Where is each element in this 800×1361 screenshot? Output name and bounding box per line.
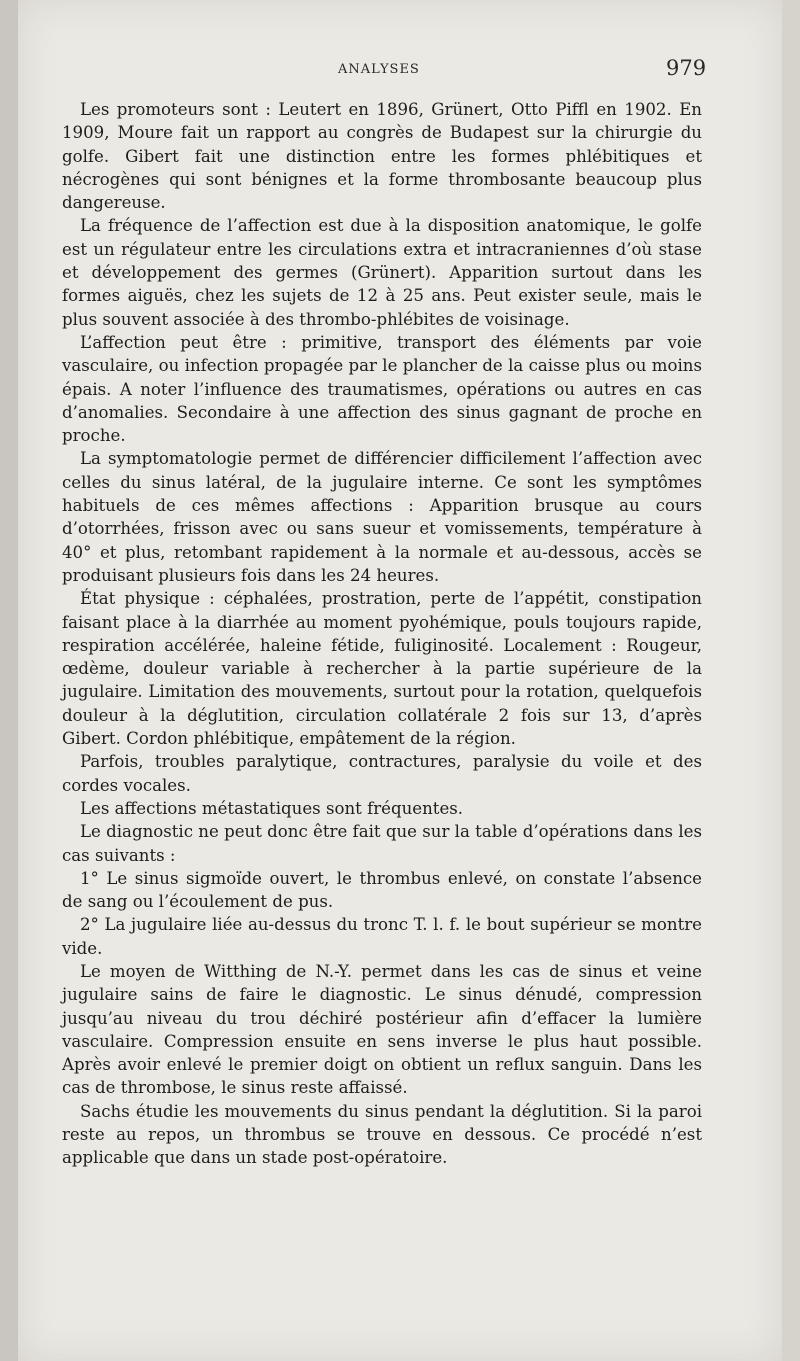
paragraph: Les affections métastatiques sont fréquentes. bbox=[80, 798, 464, 818]
running-head: ANALYSES bbox=[338, 62, 420, 77]
paragraph: 2° La jugulaire liée au-dessus du tronc T. l. f. le bout supérieur se montre vide. bbox=[62, 915, 702, 958]
paragraph: Le diagnostic ne peut donc être fait que sur la table d’opérations dans les cas suivants : bbox=[62, 822, 702, 865]
paragraph: Le moyen de Witthing de N.-Y. permet dans les cas de sinus et veine jugulaire sains de faire le diagnostic. Le sinus dénudé, compression jusqu’au niveau du trou déchiré postérieur afin d’effacer la lumière vasculaire. Compression ensuite en sens inverse le plus haut possible. Après avoir enlevé le premier doigt on obtient un reflux sanguin. Dans les cas de thrombose, le sinus reste affaissé. bbox=[62, 961, 702, 1098]
page-header bbox=[18, 56, 782, 86]
body-text bbox=[62, 98, 702, 1170]
book-page bbox=[18, 0, 782, 1361]
page-number: 979 bbox=[666, 56, 707, 80]
paragraph: Parfois, troubles paralytique, contractures, paralysie du voile et des cordes vocales. bbox=[62, 752, 702, 795]
paragraph: 1° Le sinus sigmoïde ouvert, le thrombus enlevé, on constate l’absence de sang ou l’écoulement de pus. bbox=[62, 868, 702, 912]
paragraph: La symptomatologie permet de différencier difficilement l’affection avec celles du sinus latéral, de la jugulaire interne. Ce sont les symptômes habituels de ces mêmes affections : Apparition brusque au cours d’otorrhées, frisson avec ou sans sueur et vomissements, température à 40° et plus, retombant rapidement à la normale et au-dessous, accès se produisant plusieurs fois dans les 24 heures. bbox=[62, 449, 702, 585]
paragraph: La fréquence de l’affection est due à la disposition anatomique, le golfe est un régulateur entre les circulations extra et intracraniennes d’où stase et développement des germes (Grünert). Apparition surtout dans les formes aiguës, chez les sujets de 12 à 25 ans. Peut exister seule, mais le plus souvent associée à des thrombo-phlébites de voisinage. bbox=[62, 216, 702, 329]
page-edge bbox=[782, 0, 800, 1361]
paragraph: L’affection peut être : primitive, transport des éléments par voie vasculaire, ou infection propagée par le plancher de la caisse plus ou moins épais. A noter l’influence des traumatismes, opérations ou autres en cas d’anomalies. Secondaire à une affection des sinus gagnant de proche en proche. bbox=[62, 332, 702, 446]
paragraph: Sachs étudie les mouvements du sinus pendant la déglutition. Si la paroi reste au repos, un thrombus se trouve en dessous. Ce procédé n’est applicable que dans un stade post-opératoire. bbox=[62, 1101, 702, 1168]
paragraph: État physique : céphalées, prostration, perte de l’appétit, constipation faisant place à la diarrhée au moment pyohémique, pouls toujours rapide, respiration accélérée, haleine fétide, fuliginosité. Localement : Rougeur, œdème, douleur variable à rechercher à la partie supérieure de la jugulaire. Limitation des mouvements, surtout pour la rotation, quelquefois douleur à la déglutition, circulation collatérale 2 fois sur 13, d’après Gibert. Cordon phlébitique, empâtement de la région. bbox=[62, 589, 702, 749]
paragraph: Les promoteurs sont : Leutert en 1896, Grünert, Otto Piffl en 1902. En 1909, Moure fait un rapport au congrès de Budapest sur la chirurgie du golfe. Gibert fait une distinction entre les formes phlébitiques et nécrogènes qui sont bénignes et la forme thrombosante beaucoup plus dangereuse. bbox=[62, 100, 702, 213]
